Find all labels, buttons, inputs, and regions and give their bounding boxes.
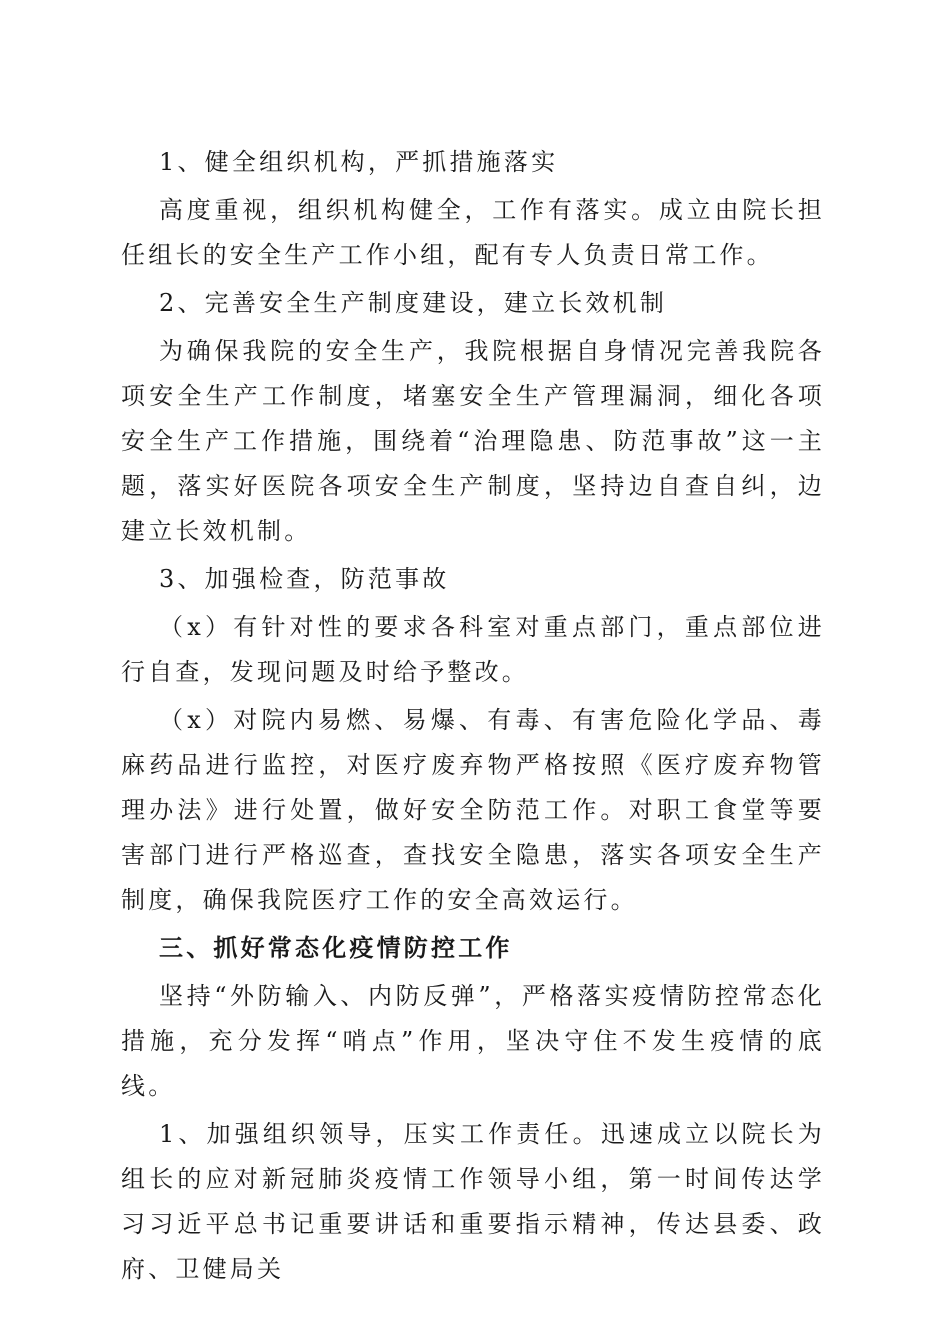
paragraph-system: 为确保我院的安全生产，我院根据自身情况完善我院各项安全生产工作制度，堵塞安全生产管理漏洞，细化各项安全生产工作措施，围绕着“治理隐患、防范事故”这一主题，落实好医院各项安全生产制度，坚持边自查自纠，边建立长效机制。 <box>121 337 825 545</box>
section-heading-epidemic: 三、抓好常态化疫情防控工作 <box>159 934 513 962</box>
paragraph-epidemic-intro: 坚持“外防输入、内防反弹”，严格落实疫情防控常态化措施，充分发挥“哨点”作用，坚决守住不发生疫情的底线。 <box>121 982 825 1100</box>
paragraph-epidemic-leadership: 1、加强组织领导，压实工作责任。迅速成立以院长为组长的应对新冠肺炎疫情工作领导小组，第一时间传达学习习近平总书记重要讲话和重要指示精神，传达县委、政府、卫健局关 <box>121 1120 825 1283</box>
paragraph-inspection-item-2: （x）对院内易燃、易爆、有毒、有害危险化学品、毒麻药品进行监控，对医疗废弃物严格按照《医疗废弃物管理办法》进行处置，做好安全防范工作。对职工食堂等要害部门进行严格巡查，查找安全隐患，落实各项安全生产制度，确保我院医疗工作的安全高效运行。 <box>121 706 825 914</box>
paragraph-organization: 高度重视，组织机构健全，工作有落实。成立由院长担任组长的安全生产工作小组，配有专人负责日常工作。 <box>121 196 825 269</box>
subheading-3-inspection: 3、加强检查，防范事故 <box>159 565 450 593</box>
paragraph-inspection-item-1: （x）有针对性的要求各科室对重点部门，重点部位进行自查，发现问题及时给予整改。 <box>121 613 825 686</box>
subheading-1-organization: 1、健全组织机构，严抓措施落实 <box>159 148 559 176</box>
document-body <box>121 140 825 1295</box>
subheading-2-system: 2、完善安全生产制度建设，建立长效机制 <box>159 289 668 317</box>
